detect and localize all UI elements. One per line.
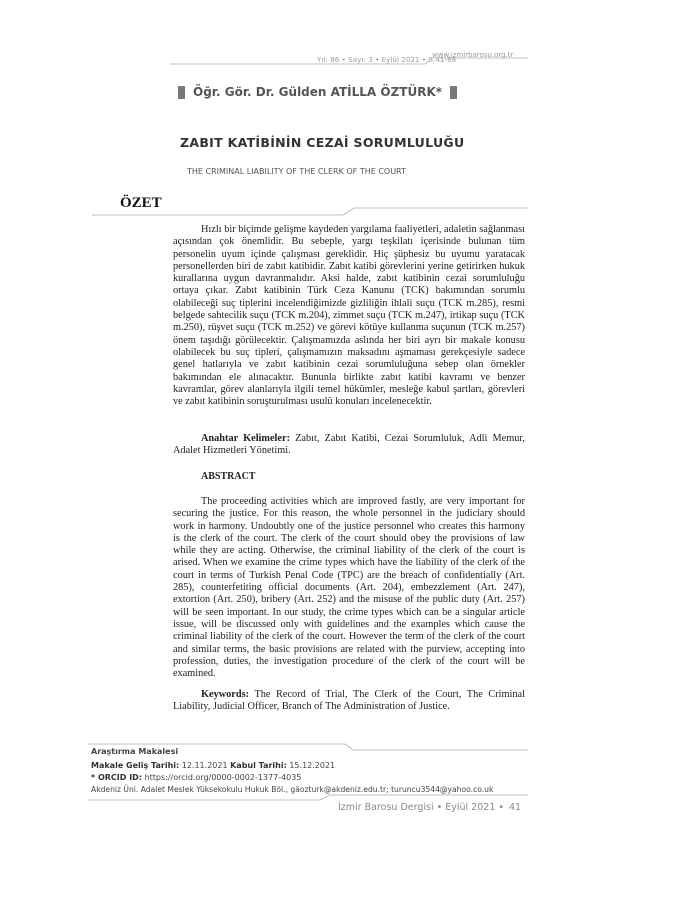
author-marker-left xyxy=(178,86,185,99)
page-number: 41 xyxy=(509,802,522,813)
orcid-line xyxy=(91,773,301,782)
issue-meta: Yıl: 86 • Sayı: 3 • Eylül 2021 • S.41-88 xyxy=(317,56,457,64)
keywords-label: Keywords: xyxy=(201,689,250,700)
received-date: 12.11.2021 xyxy=(179,761,231,770)
ozet-heading: ÖZET xyxy=(120,195,162,211)
abstract-paragraph: The proceeding activities which are improved fastly, are very important for securing the justice. For this reason, the whole personnel in the judiciary should work in harmony. Undoubtly one of the justice personnel who creates this harmony is the clerk of the court. The clerk of the court should obey the provisions of law while they are acting. Otherwise, the criminal liability of the clerk of the court is arised. When we examine the crime types which have the liability of the clerk of the court in terms of Turkish Penal Code (TPC) are the breach of confidentially (Art. 285), counterfetiting official documents (Art. 204), embezzlement (Art. 247), extortion (Art. 250), bribery (Art. 252) and the misuse of the public duty (Art. 257) will be seen important. In our study, the crime types which can be a singular article issue, will be discussed only with guidelines and the examples which cause the criminal liability of the clerk of the court. However the term of the clerk of the court and similar terms, the basic provisions are related with the purview, accepting into profession, duties, the investigation procedure of the clerk of the court will be examined. xyxy=(173,496,525,680)
ozet-body xyxy=(173,224,525,408)
received-label: Makale Geliş Tarihi: xyxy=(91,761,180,770)
orcid-label: * ORCID ID: xyxy=(91,773,143,782)
ozet-paragraph: Hızlı bir biçimde gelişme kaydeden yargılama faaliyetleri, adaletin sağlanması açısından çok önemlidir. Bu sebeple, yargı teşkilatı içerisinde bulunan tüm personelin uyum içinde çalışması gereklidir. Hiç şüphesiz bu uyumu yaratacak personellerden biri de zabıt katibidir. Zabıt katibi görevlerini yerine getirirken hukuk kurallarına uygun davranmalıdır. Aksi halde, zabıt katibinin cezai sorumluluğu ortaya çıkar. Zabıt katibinin Türk Ceza Kanunu (TCK) bakımından sorumlu olabileceği suç tiplerini incelendiğimizde gizliliğin ihlali suçu (TCK m.285), resmi belgede sahtecilik suçu (TCK m.204), zimmet suçu (TCK m.247), irtikap suçu (TCK m.250), rüşvet suçu (TCK m.252) ve görevi kötüye kullanma suçunun (TCK m.257) önem taşıdığı görülecektir. Çalışmamızda aslında her biri ayrı bir makale konusu olabilecek bu suç tipleri, çalışmamızın maksadını aşmaması gerekçesiyle sadece genel hatlarıyla ve zabıt katibinin cezai sorumluluğuna sebep olan örnekler bakımından ele alınacaktır. Bununla birlikte zabıt katibi kavramı ve benzer kavramlar, görev alanlarıyla ilgili temel hükümler, mesleğe kabul şartları, görevleri ve zabıt katibinin soruşturulması usulü konuları incelenecektir. xyxy=(173,224,525,408)
affiliation: Akdeniz Üni. Adalet Meslek Yüksekokulu Hukuk Böl., gäozturk@akdeniz.edu.tr; turuncu3544@yahoo.co.uk xyxy=(91,785,494,794)
orcid-link[interactable]: https://orcid.org/0000-0002-1377-4035 xyxy=(142,773,302,782)
accepted-label: Kabul Tarihi: xyxy=(230,761,287,770)
keywords-text: The Record of Trial, The Clerk of the Court, The Criminal Liability, Judicial Officer, Branch of The Administration of Justice. xyxy=(173,689,525,713)
dates-line xyxy=(91,761,335,770)
journal-footer: İzmir Barosu Dergisi • Eylül 2021 • xyxy=(338,802,504,813)
abstract-heading: ABSTRACT xyxy=(201,471,256,482)
keywords-text: Zabıt, Zabıt Katibi, Cezai Sorumluluk, Adli Memur, Adalet Hizmetleri Yönetimi. xyxy=(173,433,525,457)
author-name: Öğr. Gör. Dr. Gülden ATİLLA ÖZTÜRK* xyxy=(193,85,443,99)
abstract-keywords xyxy=(173,689,525,714)
abstract-body xyxy=(173,496,525,680)
ozet-keywords xyxy=(173,433,525,458)
article-subtitle: THE CRIMINAL LIABILITY OF THE CLERK OF THE COURT xyxy=(187,167,406,176)
author-marker-right xyxy=(450,86,457,99)
accepted-date: 15.12.2021 xyxy=(286,761,336,770)
author-line xyxy=(178,85,457,99)
keywords-label: Anahtar Kelimeler: xyxy=(201,433,290,444)
article-type: Araştırma Makalesi xyxy=(91,747,179,756)
journal-url[interactable]: www.izmirbarosu.org.tr xyxy=(432,51,514,59)
article-title: ZABIT KATİBİNİN CEZAİ SORUMLULUĞU xyxy=(180,135,465,150)
